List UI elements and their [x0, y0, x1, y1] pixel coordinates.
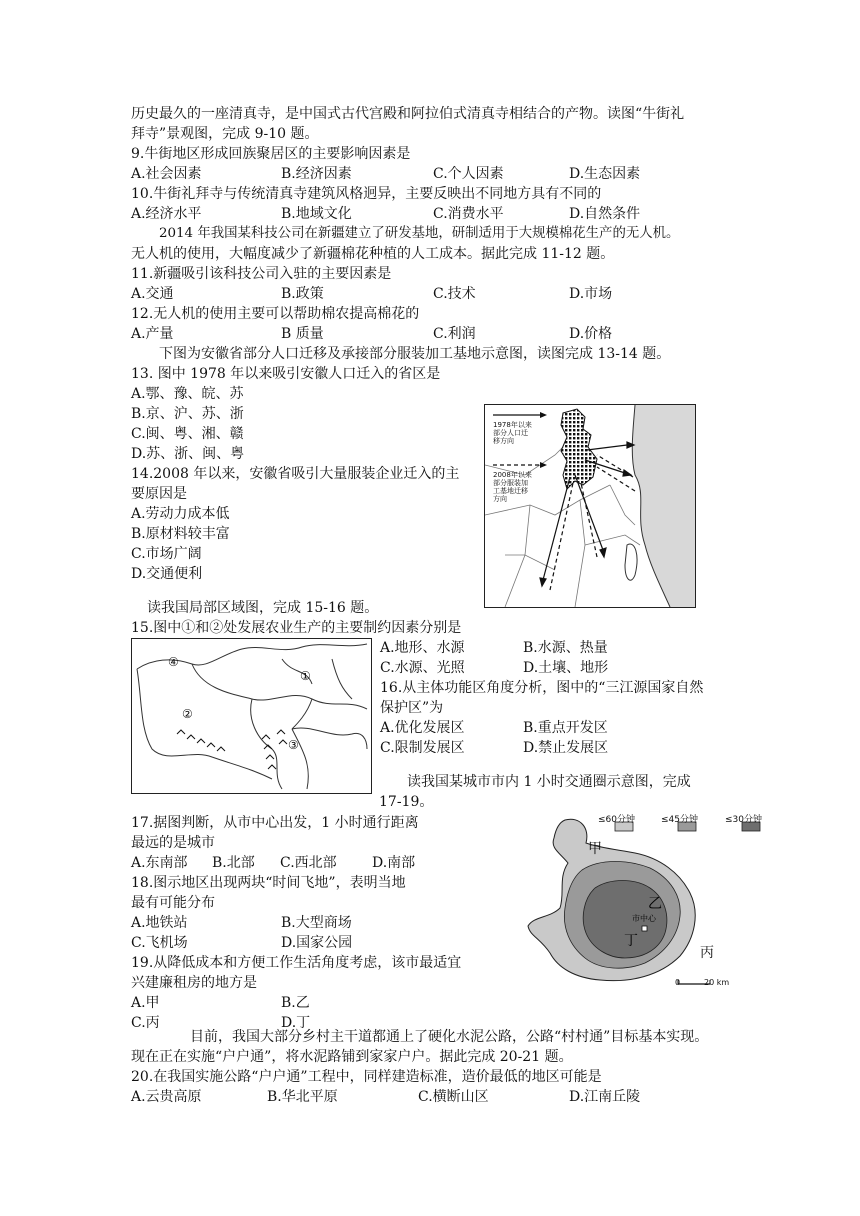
q10-option-c[interactable]: C.消费水平 [433, 206, 504, 222]
q16-option-a[interactable]: A.优化发展区 [380, 720, 465, 736]
legend-base-text: 工基地迁移 [493, 487, 528, 495]
q11-option-a[interactable]: A.交通 [131, 286, 174, 302]
scale-zero: 0 [675, 978, 681, 987]
legend-45-label: ≤45分钟 [661, 815, 698, 825]
q15-option-d[interactable]: D.土壤、地形 [523, 660, 609, 676]
q9-option-b[interactable]: B.经济因素 [281, 166, 352, 182]
anhui-migration-map [484, 404, 696, 608]
q16-option-b[interactable]: B.重点开发区 [523, 720, 608, 736]
map-label-3: ③ [288, 738, 299, 752]
q13-option-b[interactable]: B.京、沪、苏、浙 [131, 406, 244, 422]
q17-option-d[interactable]: D.南部 [372, 855, 416, 871]
q9-option-a[interactable]: A.社会因素 [131, 166, 202, 182]
q14-option-b[interactable]: B.原材料较丰富 [131, 526, 230, 542]
q12-option-c[interactable]: C.利润 [433, 326, 476, 342]
question-19-stem: 兴建廉租房的地方是 [131, 975, 257, 991]
q20-option-c[interactable]: C.横断山区 [418, 1089, 489, 1105]
question-16-stem: 保护区”为 [380, 700, 444, 716]
q18-option-b[interactable]: B.大型商场 [281, 915, 352, 931]
q10-option-d[interactable]: D.自然条件 [569, 206, 641, 222]
western-china-map [131, 638, 372, 794]
q12-option-b[interactable]: B 质量 [281, 326, 324, 342]
passage-17: 读我国某城市市内 1 小时交通圈示意图，完成 [407, 774, 691, 790]
q13-option-d[interactable]: D.苏、浙、闽、粤 [131, 446, 245, 462]
intro-line: 拜寺”景观图，完成 9-10 题。 [131, 126, 319, 142]
q14-option-d[interactable]: D.交通便利 [131, 566, 203, 582]
q18-option-c[interactable]: C.飞机场 [131, 935, 188, 951]
question-18-stem: 18.图示地区出现两块“时间飞地”，表明当地 [131, 875, 406, 891]
question-10-stem: 10.牛街礼拜寺与传统清真寺建筑风格迥异，主要反映出不同地方具有不同的 [131, 186, 602, 202]
question-19-stem: 19.从降低成本和方便工作生活角度考虑，该市最适宜 [131, 955, 462, 971]
passage-13: 下图为安徽省部分人口迁移及承接部分服装加工基地示意图，读图完成 13-14 题。 [159, 346, 671, 362]
passage-11: 无人机的使用，大幅度减少了新疆棉花种植的人工成本。据此完成 11-12 题。 [131, 246, 615, 262]
q17-option-b[interactable]: B.北部 [212, 855, 255, 871]
legend-30-label: ≤30分钟 [725, 815, 762, 825]
q12-option-a[interactable]: A.产量 [131, 326, 174, 342]
q19-option-c[interactable]: C.丙 [131, 1015, 160, 1031]
scale-distance: 20 km [704, 978, 730, 987]
question-11-stem: 11.新疆吸引该科技公司入驻的主要因素是 [131, 266, 392, 282]
q17-option-a[interactable]: A.东南部 [131, 855, 188, 871]
q19-option-b[interactable]: B.乙 [281, 995, 310, 1011]
intro-line: 历史最久的一座清真寺，是中国式古代宫殿和阿拉伯式清真寺相结合的产物。读图“牛街礼 [131, 106, 685, 122]
q9-option-d[interactable]: D.生态因素 [569, 166, 641, 182]
city-center-marker [642, 926, 647, 931]
legend-60-label: ≤60分钟 [598, 815, 635, 825]
q20-option-d[interactable]: D.江南丘陵 [569, 1089, 641, 1105]
passage-20: 目前，我国大部分乡村主干道都通上了硬化水泥公路，公路“村村通”目标基本实现。 [190, 1029, 709, 1045]
passage-17: 17-19。 [379, 794, 434, 810]
question-12-stem: 12.无人机的使用主要可以帮助棉农提高棉花的 [131, 306, 420, 322]
question-14-stem: 14.2008 年以来，安徽省吸引大量服装企业迁入的主 [131, 466, 460, 482]
q20-option-a[interactable]: A.云贵高原 [131, 1089, 202, 1105]
legend-migration-text: 1978年以来 [493, 421, 532, 429]
q10-option-b[interactable]: B.地域文化 [281, 206, 352, 222]
q20-option-b[interactable]: B.华北平原 [267, 1089, 338, 1105]
q11-option-c[interactable]: C.技术 [433, 286, 476, 302]
city-traffic-map [520, 808, 770, 998]
q19-option-d[interactable]: D.丁 [281, 1015, 311, 1031]
map-label-4: ④ [168, 655, 179, 669]
place-yi: 乙 [648, 896, 662, 912]
passage-15: 读我国局部区域图，完成 15-16 题。 [147, 600, 379, 616]
q16-option-d[interactable]: D.禁止发展区 [523, 740, 609, 756]
q15-option-b[interactable]: B.水源、热量 [523, 640, 608, 656]
q13-option-c[interactable]: C.闽、粤、湘、赣 [131, 426, 244, 442]
legend-base-text: 2008年以来 [493, 471, 532, 479]
city-center-label: 市中心 [632, 914, 656, 923]
q16-option-c[interactable]: C.限制发展区 [380, 740, 465, 756]
question-16-stem: 16.从主体功能区角度分析，图中的“三江源国家自然 [380, 680, 704, 696]
q11-option-d[interactable]: D.市场 [569, 286, 613, 302]
question-18-stem: 最有可能分布 [131, 895, 215, 911]
passage-11: 2014 年我国某科技公司在新疆建立了研发基地，研制适用于大规模棉花生产的无人机。 [159, 226, 680, 241]
question-20-stem: 20.在我国实施公路“户户通”工程中，同样建造标准，造价最低的地区可能是 [131, 1069, 602, 1085]
map-label-2: ② [182, 707, 193, 721]
q18-option-d[interactable]: D.国家公园 [281, 935, 353, 951]
legend-base-text: 方向 [493, 495, 507, 503]
place-jia: 甲 [588, 841, 602, 857]
q17-option-c[interactable]: C.西北部 [280, 855, 337, 871]
q14-option-c[interactable]: C.市场广阔 [131, 546, 202, 562]
question-9-stem: 9.牛街地区形成回族聚居区的主要影响因素是 [131, 146, 411, 162]
question-17-stem: 17.据图判断，从市中心出发，1 小时通行距离 [131, 815, 419, 831]
legend-base-text: 部分服装加 [493, 479, 528, 487]
question-13-stem: 13. 图中 1978 年以来吸引安徽人口迁入的省区是 [131, 366, 441, 382]
q19-option-a[interactable]: A.甲 [131, 995, 160, 1011]
place-bing: 丙 [700, 945, 714, 961]
question-17-stem: 最远的是城市 [131, 835, 215, 851]
q9-option-c[interactable]: C.个人因素 [433, 166, 504, 182]
legend-migration-text: 移方向 [493, 437, 514, 445]
q15-option-a[interactable]: A.地形、水源 [380, 640, 465, 656]
map-label-1: ① [300, 669, 311, 683]
q13-option-a[interactable]: A.鄂、豫、皖、苏 [131, 386, 244, 402]
question-14-stem: 要原因是 [131, 486, 187, 502]
passage-20: 现在正在实施“户户通”，将水泥路铺到家家户户。据此完成 20-21 题。 [131, 1049, 573, 1065]
place-ding: 丁 [624, 933, 638, 949]
q12-option-d[interactable]: D.价格 [569, 326, 613, 342]
q11-option-b[interactable]: B.政策 [281, 286, 324, 302]
question-15-stem: 15.图中①和②处发展农业生产的主要制约因素分别是 [131, 620, 462, 636]
q18-option-a[interactable]: A.地铁站 [131, 915, 188, 931]
q14-option-a[interactable]: A.劳动力成本低 [131, 506, 230, 522]
q15-option-c[interactable]: C.水源、光照 [380, 660, 465, 676]
q10-option-a[interactable]: A.经济水平 [131, 206, 202, 222]
legend-migration-text: 部分人口迁 [493, 429, 528, 437]
